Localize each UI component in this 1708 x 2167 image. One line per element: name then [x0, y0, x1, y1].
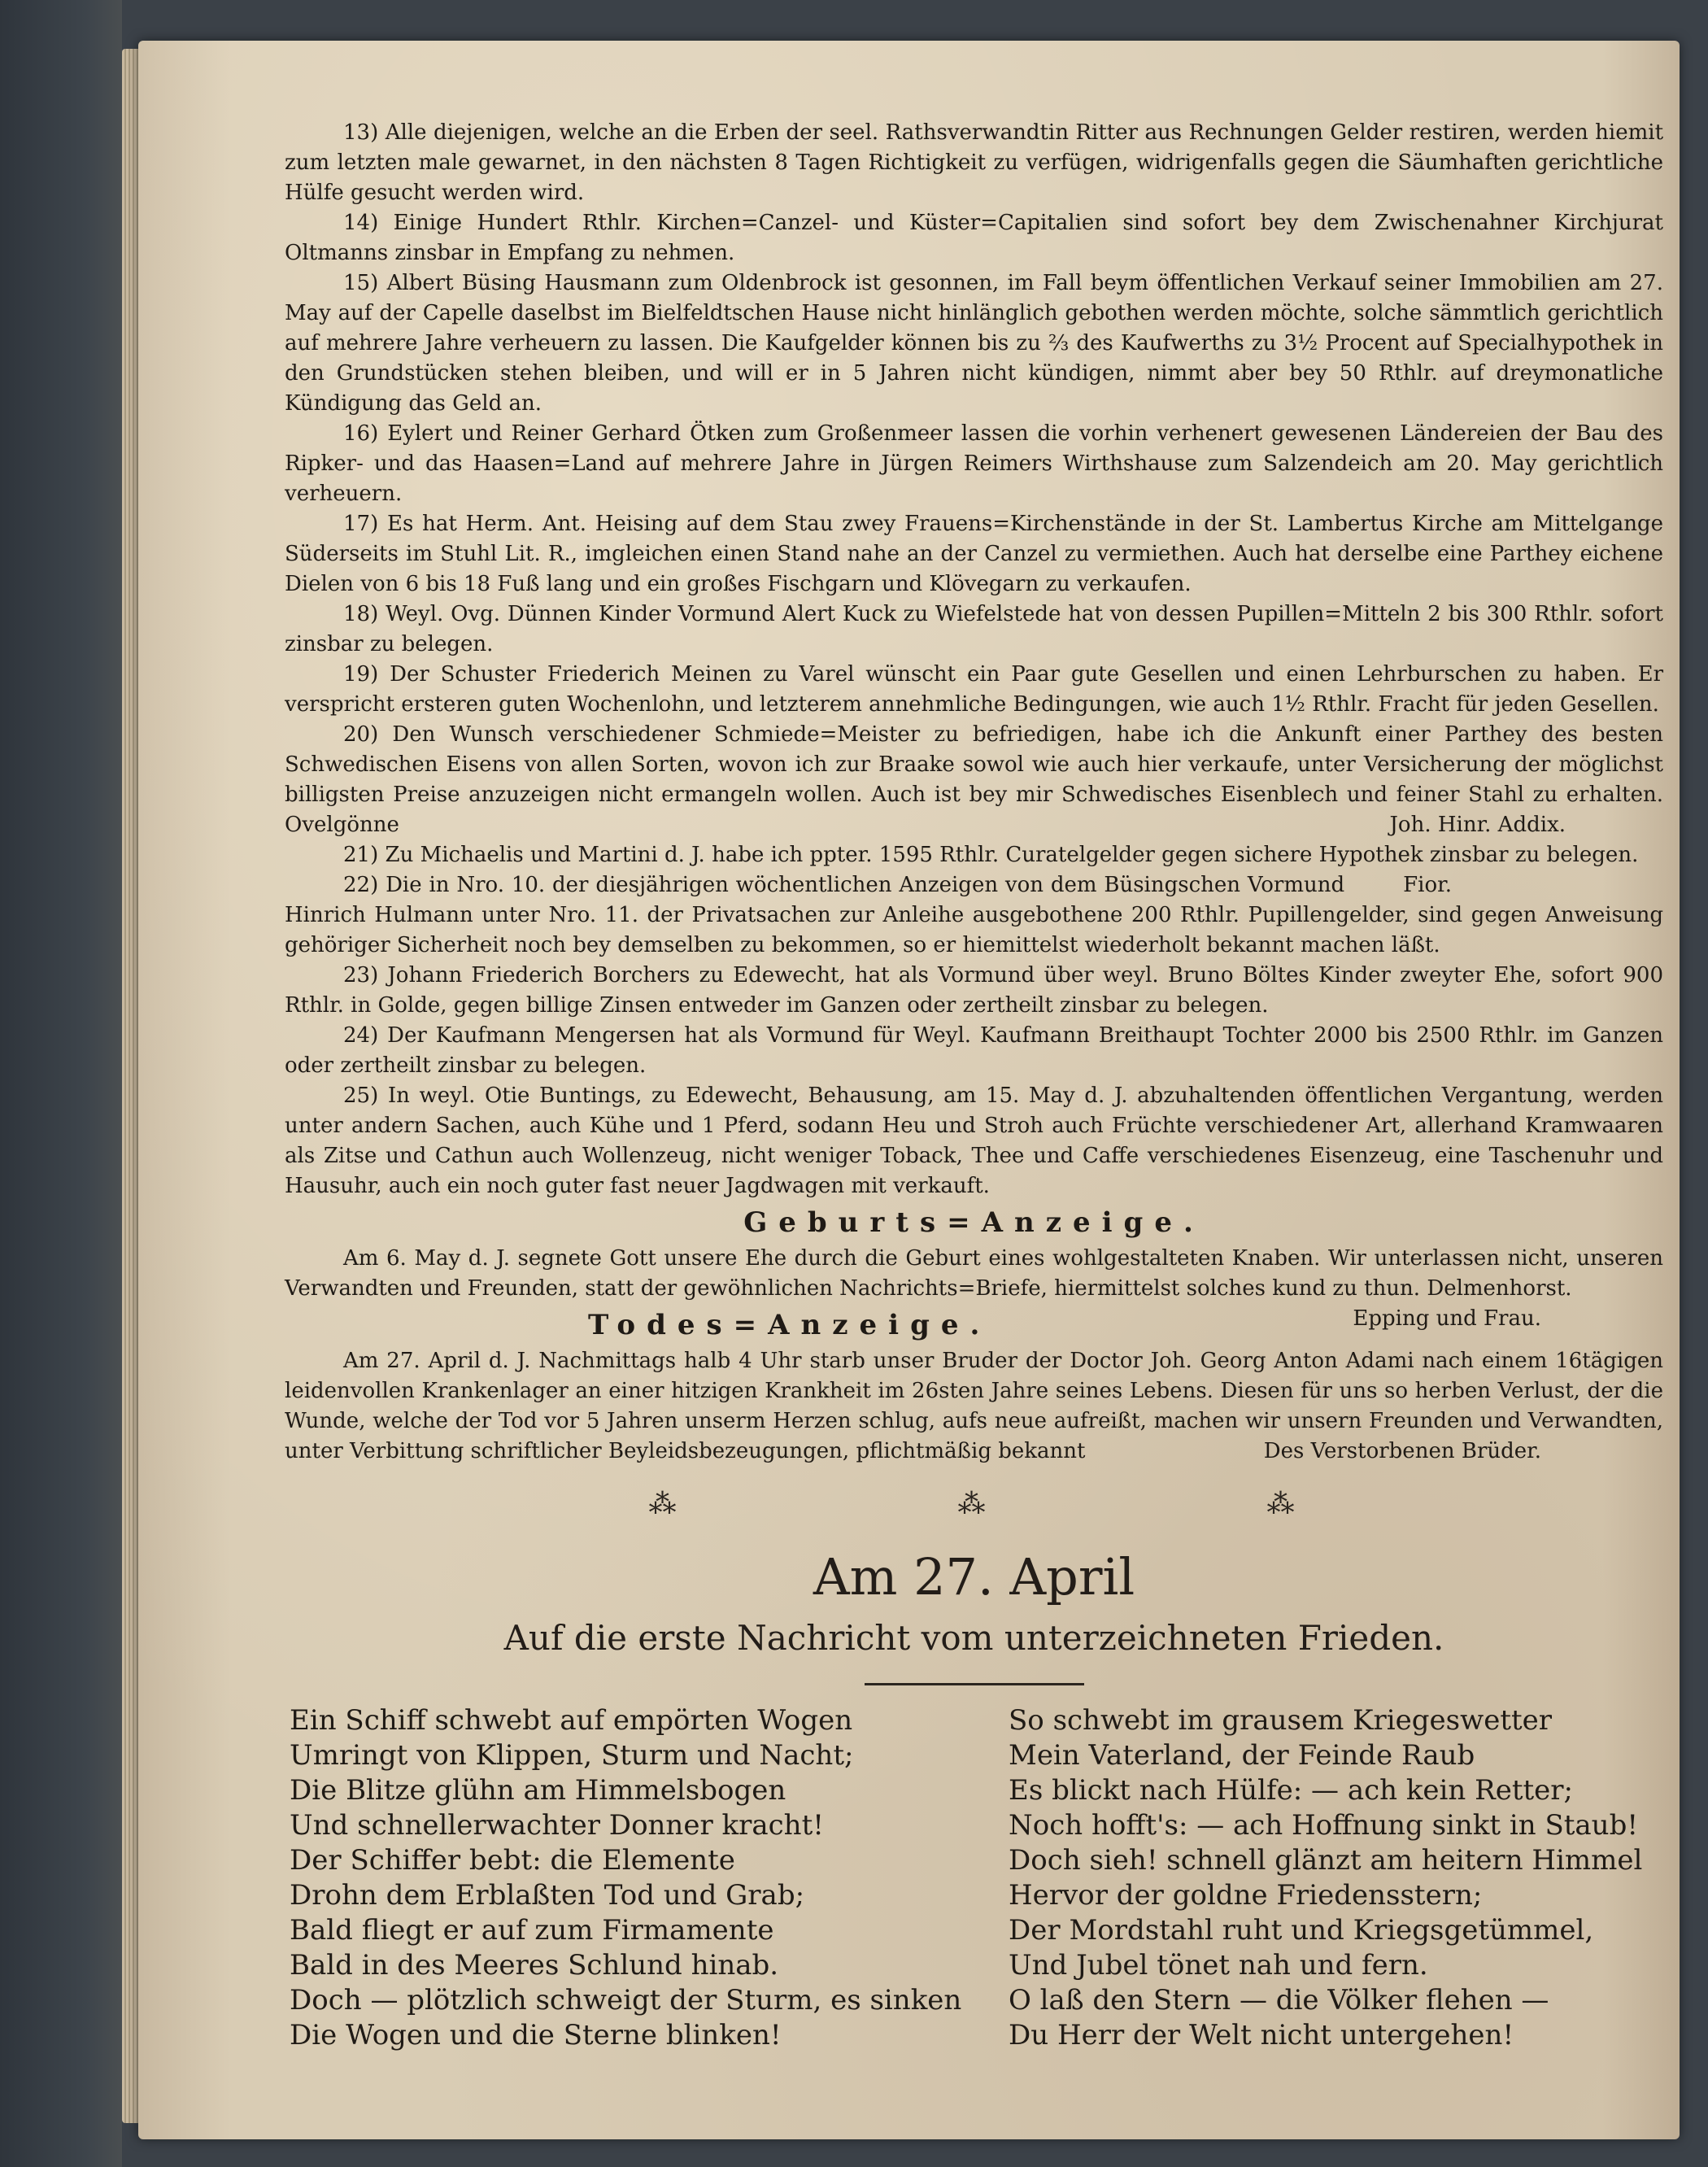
birth-announcement-text: Am 6. May d. J. segnete Gott unsere Ehe durch die Geburt eines wohlgestalteten Knaben. Wir unterlassen nicht, unseren Verwandten und Freunden, statt der gewöhnlichen Nachrichts=Briefe, hiermittelst solches kund zu thun. Delmenhorst. Epping und Frau.	[285, 1244, 1663, 1304]
poem-line: Hervor der goldne Friedensstern;	[1009, 1879, 1483, 1912]
poem-line: Doch — plötzlich schweigt der Sturm, es sinken	[290, 1984, 962, 2017]
poem-line: Bald in des Meeres Schlund hinab.	[290, 1949, 779, 1982]
poem-line: Der Schiffer bebt: die Elemente	[290, 1844, 735, 1877]
entry-22: 22) Die in Nro. 10. der diesjährigen wöchentlichen Anzeigen von dem Büsingschen Vormund Hinrich Hulmann unter Nro. 11. der Privatsachen zur Anleihe ausgebothene 200 Rthlr. Pupillengelder, sind gegen Anweisung gehöriger Sicherheit noch bey demselben zu bekommen, so er hiemittelst wiederholt bekannt machen läßt.	[285, 873, 1663, 957]
entry-14: 14) Einige Hundert Rthlr. Kirchen=Canzel- und Küster=Capitalien sind sofort bey dem Zwischenahner Kirchjurat Oltmanns zinsbar in Empfang zu nehmen.	[285, 211, 1663, 265]
poem-line: Ein Schiff schwebt auf empörten Wogen	[290, 1704, 853, 1737]
asterism-icon: ⁂	[648, 1488, 682, 1520]
poem-line: Umringt von Klippen, Sturm und Nacht;	[290, 1739, 854, 1772]
entry-16: 16) Eylert und Reiner Gerhard Ötken zum Großenmeer lassen die vorhin verhenert gewesenen Ländereien der Bau des Ripker- und das Haasen=Land auf mehrere Jahre in Jürgen Reimers Wirthshause zum Salzendeich am 20. May gerichtlich verheuern.	[285, 421, 1664, 506]
title-rule	[865, 1683, 1084, 1685]
entry-21: 21) Zu Michaelis und Martini d. J. habe ich ppter. 1595 Rthlr. Curatelgelder gegen sichere Hypothek zinsbar zu belegen. Fior.	[285, 840, 1663, 870]
poem-line: Drohn dem Erblaßten Tod und Grab;	[290, 1879, 805, 1912]
asterism-icon: ⁂	[1266, 1488, 1300, 1520]
poem-line: Noch hofft's: — ach Hoffnung sinkt in Staub!	[1009, 1809, 1638, 1842]
poem-line: Mein Vaterland, der Feinde Raub	[1009, 1739, 1475, 1772]
poem-line: Du Herr der Welt nicht untergehen!	[1009, 2019, 1514, 2051]
poem-line: So schwebt im grausem Kriegeswetter	[1009, 1704, 1553, 1737]
entry-25: 25) In weyl. Otie Buntings, zu Edewecht, Behausung, am 15. May d. J. abzuhaltenden öffentlichen Vergantung, werden unter andern Sachen, auch Kühe und 1 Pferd, sodann Heu und Stroh auch Früchte verschiedener Art, allerhand Kramwaaren als Zitse und Cathun auch Wollenzeug, nicht weniger Toback, Thee und Caffe verschiedenes Eisenzeug, eine Taschenuhr und Hausuhr, auch ein noch guter fast neuer Jagdwagen mit verkauft.	[285, 1084, 1663, 1198]
poem-body	[285, 1703, 1667, 2053]
poem-line: Die Wogen und die Sterne blinken!	[290, 2019, 782, 2051]
page-content	[285, 118, 1663, 2053]
book-spine	[0, 0, 122, 2167]
entry-19: 19) Der Schuster Friederich Meinen zu Varel wünscht ein Paar gute Gesellen und einen Lehrburschen zu haben. Er verspricht ersteren guten Wochenlohn, und letzterem annehmliche Bedingungen, wie auch 1½ Rthlr. Fracht für jeden Gesellen.	[285, 662, 1663, 717]
entry-20: 20) Den Wunsch verschiedener Schmiede=Meister zu befriedigen, habe ich die Ankunft einer Parthey des besten Schwedischen Eisens von allen Sorten, wovon ich zur Braake sowol wie auch hier verkaufe, unter Versicherung der möglichst billigsten Preise anzuzeigen nicht ermangeln wollen. Auch ist bey mir Schwedisches Eisenblech und feiner Stahl zu erhalten. Ovelgönne Joh. Hinr. Addix.	[285, 720, 1663, 840]
ornament-divider	[285, 1488, 1663, 1520]
death-announcement-text: Am 27. April d. J. Nachmittags halb 4 Uhr starb unser Bruder der Doctor Joh. Georg Anton Adami nach einem 16tägigen leidenvollen Krankenlager an einer hitzigen Krankheit im 26sten Jahre seines Lebens. Diesen für uns so herben Verlust, der die Wunde, welche der Tod vor 5 Jahren unserm Herzen schlug, aufs neue aufreißt, machen wir unsern Freunden und Verwandten, unter Verbittung schriftlicher Beyleidsbezeugungen, pflichtmäßig bekannt Des Verstorbenen Brüder.	[285, 1346, 1663, 1467]
entries-list	[285, 118, 1663, 1201]
entry-24: 24) Der Kaufmann Mengersen hat als Vormund für Weyl. Kaufmann Breithaupt Tochter 2000 bis 2500 Rthlr. im Ganzen oder zertheilt zinsbar zu belegen.	[285, 1023, 1663, 1078]
entry-21-signature: Fior.	[1403, 873, 1452, 897]
birth-place: Delmenhorst.	[1427, 1276, 1572, 1301]
poem-right-stanza	[1000, 1703, 1667, 2053]
poem-line: Doch sieh! schnell glänzt am heitern Himmel	[1009, 1844, 1643, 1877]
poem-line: O laß den Stern — die Völker flehen —	[1009, 1984, 1549, 2017]
entry-23: 23) Johann Friederich Borchers zu Edewecht, hat als Vormund über weyl. Bruno Böltes Kinder zweyter Ehe, sofort 900 Rthlr. in Golde, gegen billige Zinsen entweder im Ganzen oder zertheilt zinsbar zu belegen.	[285, 963, 1663, 1018]
poem-line: Bald fliegt er auf zum Firmamente	[290, 1914, 774, 1947]
poem-line: Es blickt nach Hülfe: — ach kein Retter;	[1009, 1774, 1574, 1807]
poem-left-stanza	[285, 1703, 962, 2053]
entry-18: 18) Weyl. Ovg. Dünnen Kinder Vormund Alert Kuck zu Wiefelstede hat von dessen Pupillen=Mitteln 2 bis 300 Rthlr. sofort zinsbar zu belegen.	[285, 602, 1664, 656]
poem-line: Und schnellerwachter Donner kracht!	[290, 1809, 824, 1842]
birth-announcement-heading: Geburts=Anzeige.	[743, 1206, 1205, 1239]
entry-17: 17) Es hat Herm. Ant. Heising auf dem Stau zwey Frauens=Kirchenstände in der St. Lambertus Kirche am Mittelgange Süderseits im Stuhl Lit. R., imgleichen einen Stand nahe an der Canzel zu vermiethen. Auch hat derselbe eine Parthey eichene Dielen von 6 bis 18 Fuß lang und ein großes Fischgarn und Klövegarn zu verkaufen.	[285, 512, 1663, 596]
entry-15: 15) Albert Büsing Hausmann zum Oldenbrock ist gesonnen, im Fall beym öffentlichen Verkauf seiner Immobilien am 27. May auf der Capelle daselbst im Bielfeldtschen Hause nicht hinlänglich gebothen werden möchte, solche sämmtlich gerichtlich auf mehrere Jahre verheuern zu lassen. Die Kaufgelder können bis zu ⅔ des Kaufwerths zu 3½ Procent auf Specialhypothek in den Grundstücken stehen bleiben, und will er in 5 Jahren nicht kündigen, nimmt aber bey 50 Rthlr. auf dreymonatliche Kündigung das Geld an.	[285, 271, 1663, 416]
death-announcement-heading: Todes=Anzeige.	[588, 1309, 991, 1341]
entry-20-signature: Joh. Hinr. Addix.	[1389, 813, 1566, 837]
poem-line: Die Blitze glühn am Himmelsbogen	[290, 1774, 786, 1807]
poem-subtitle: Auf die erste Nachricht vom unterzeichneten Frieden.	[503, 1618, 1444, 1658]
poem-title: Am 27. April	[813, 1547, 1135, 1607]
poem-line: Der Mordstahl ruht und Kriegsgetümmel,	[1009, 1914, 1594, 1947]
poem-line: Und Jubel tönet nah und fern.	[1009, 1949, 1428, 1982]
birth-signature: Epping und Frau.	[1353, 1306, 1541, 1331]
entry-13: 13) Alle diejenigen, welche an die Erben der seel. Rathsverwandtin Ritter aus Rechnungen Gelder restiren, werden hiemit zum letzten male gewarnet, in den nächsten 8 Tagen Richtigkeit zu verfügen, widrigenfalls gegen die Säumhaften gerichtliche Hülfe gesucht werden wird.	[285, 120, 1664, 205]
death-signature: Des Verstorbenen Brüder.	[1263, 1439, 1541, 1463]
asterism-icon: ⁂	[957, 1488, 991, 1520]
